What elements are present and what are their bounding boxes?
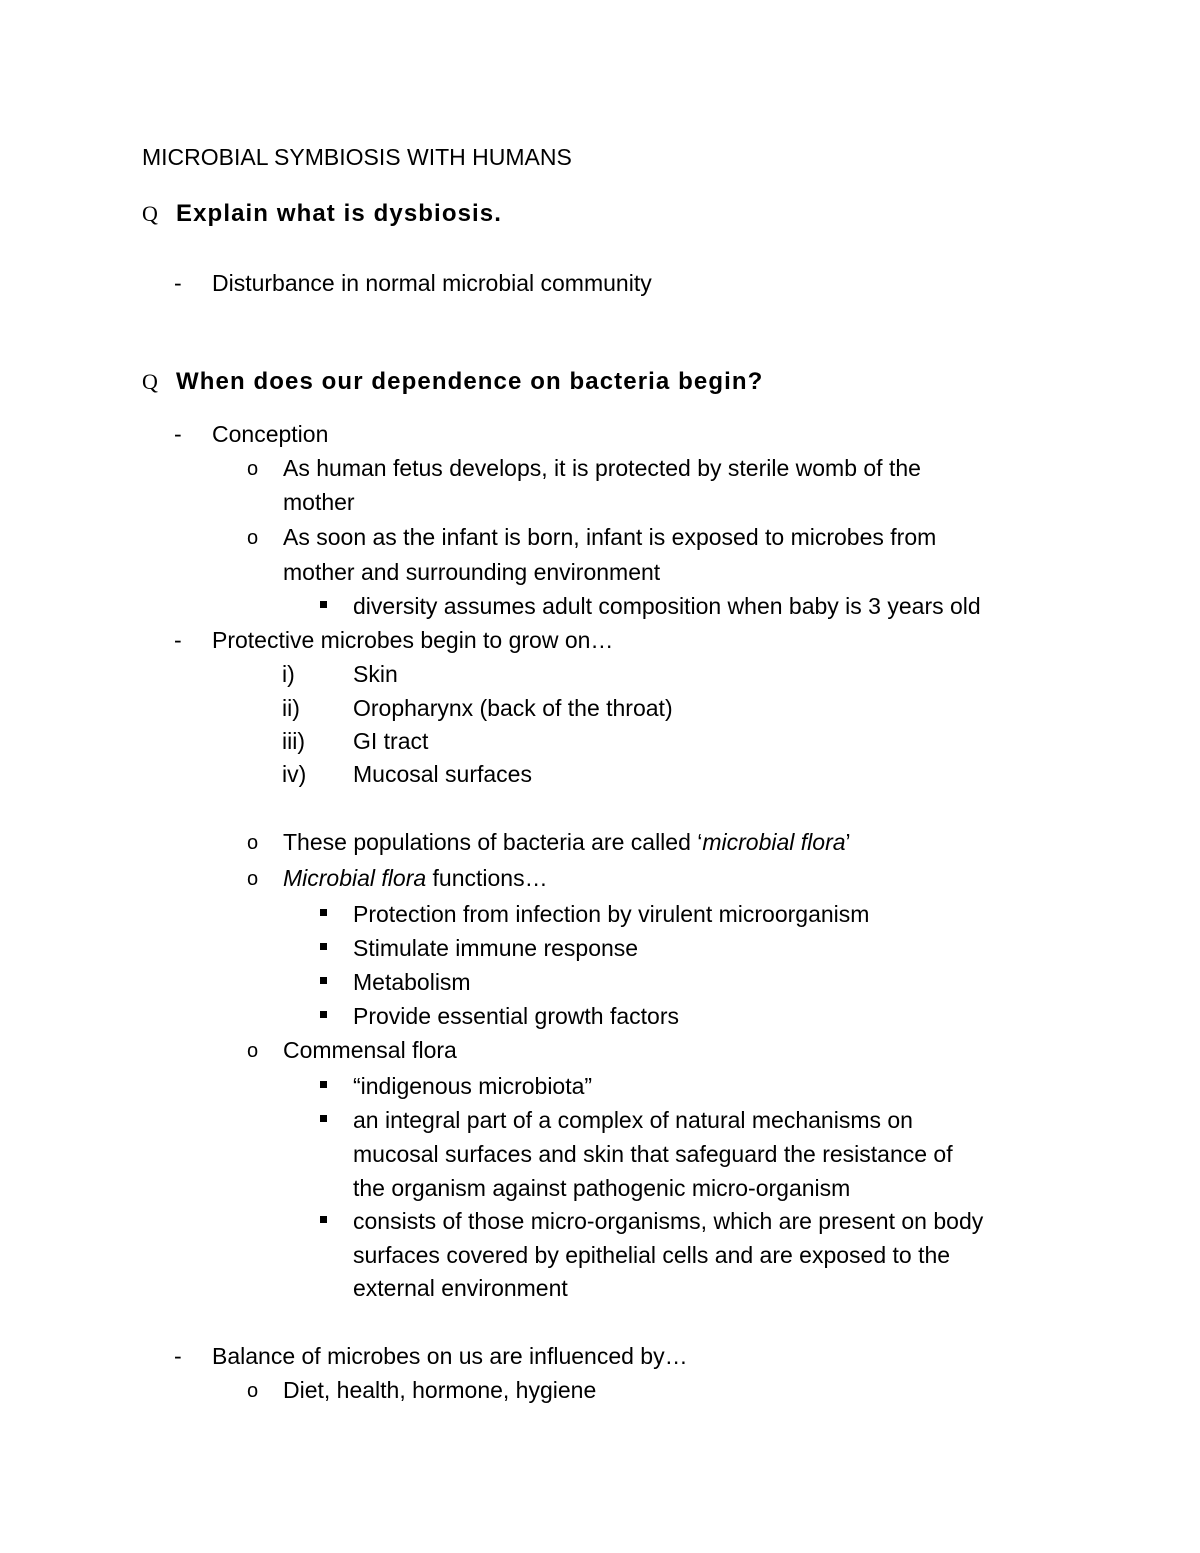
- circle-bullet: o: [247, 1380, 259, 1402]
- roman-numeral: i): [282, 661, 295, 687]
- square-bullet: [320, 1011, 327, 1018]
- square-bullet: [320, 601, 327, 608]
- protective-item-3: GI tract: [353, 728, 429, 754]
- commensal-bullet-1: “indigenous microbiota”: [353, 1073, 593, 1099]
- question-1-text: Explain what is dysbiosis.: [176, 200, 503, 227]
- commensal-bullet-2-line3: the organism against pathogenic micro-organism: [353, 1175, 851, 1201]
- conception-sub1-line2: mother: [283, 489, 355, 515]
- function-item-1: Protection from infection by virulent microorganism: [353, 901, 870, 927]
- function-item-4: Provide essential growth factors: [353, 1003, 679, 1029]
- circle-bullet: o: [247, 1040, 259, 1062]
- microbial-flora-definition: [283, 828, 851, 856]
- square-bullet: [320, 943, 327, 950]
- protective-item-1: Skin: [353, 661, 398, 687]
- question-2: [142, 368, 763, 396]
- function-item-3: Metabolism: [353, 969, 471, 995]
- circle-bullet: o: [247, 868, 259, 890]
- definition-close-quote: ’: [845, 829, 851, 855]
- dash-bullet: -: [174, 1343, 182, 1369]
- circle-bullet: o: [247, 527, 259, 549]
- square-bullet: [320, 977, 327, 984]
- conception-sub2-bullet: diversity assumes adult composition when baby is 3 years old: [353, 593, 981, 619]
- question-1: [142, 200, 502, 228]
- q1-answer: Disturbance in normal microbial community: [212, 270, 652, 296]
- conception-label: Conception: [212, 421, 329, 447]
- functions-term: Microbial flora: [283, 865, 427, 891]
- dash-bullet: -: [174, 627, 182, 653]
- roman-numeral: iii): [282, 728, 305, 754]
- definition-text: These populations of bacteria are called ‘: [283, 829, 703, 855]
- conception-sub2-line1: As soon as the infant is born, infant is exposed to microbes from: [283, 524, 937, 550]
- square-bullet: [320, 1115, 327, 1122]
- protective-item-4: Mucosal surfaces: [353, 761, 532, 787]
- question-2-text: When does our dependence on bacteria begin?: [176, 368, 764, 395]
- conception-sub1-line1: As human fetus develops, it is protected by sterile womb of the: [283, 455, 921, 481]
- square-bullet: [320, 1216, 327, 1223]
- commensal-bullet-3-line2: surfaces covered by epithelial cells and are exposed to the: [353, 1242, 951, 1268]
- balance-label: Balance of microbes on us are influenced by…: [212, 1343, 688, 1369]
- microbial-flora-functions: [283, 864, 548, 892]
- definition-term: microbial flora: [702, 829, 846, 855]
- roman-numeral: iv): [282, 761, 307, 787]
- protective-label: Protective microbes begin to grow on…: [212, 627, 614, 653]
- question-marker: Q: [142, 369, 158, 394]
- conception-sub2-line2: mother and surrounding environment: [283, 559, 661, 585]
- circle-bullet: o: [247, 458, 259, 480]
- commensal-bullet-3-line1: consists of those micro-organisms, which are present on body: [353, 1208, 984, 1234]
- square-bullet: [320, 909, 327, 916]
- document-title: MICROBIAL SYMBIOSIS WITH HUMANS: [142, 144, 572, 170]
- dash-bullet: -: [174, 270, 182, 296]
- protective-item-2: Oropharynx (back of the throat): [353, 695, 673, 721]
- functions-text: functions…: [426, 865, 548, 891]
- commensal-bullet-2-line1: an integral part of a complex of natural mechanisms on: [353, 1107, 913, 1133]
- question-marker: Q: [142, 201, 158, 226]
- balance-sub: Diet, health, hormone, hygiene: [283, 1377, 597, 1403]
- commensal-label: Commensal flora: [283, 1037, 457, 1063]
- dash-bullet: -: [174, 421, 182, 447]
- function-item-2: Stimulate immune response: [353, 935, 639, 961]
- commensal-bullet-2-line2: mucosal surfaces and skin that safeguard the resistance of: [353, 1141, 953, 1167]
- commensal-bullet-3-line3: external environment: [353, 1275, 568, 1301]
- square-bullet: [320, 1081, 327, 1088]
- circle-bullet: o: [247, 832, 259, 854]
- roman-numeral: ii): [282, 695, 300, 721]
